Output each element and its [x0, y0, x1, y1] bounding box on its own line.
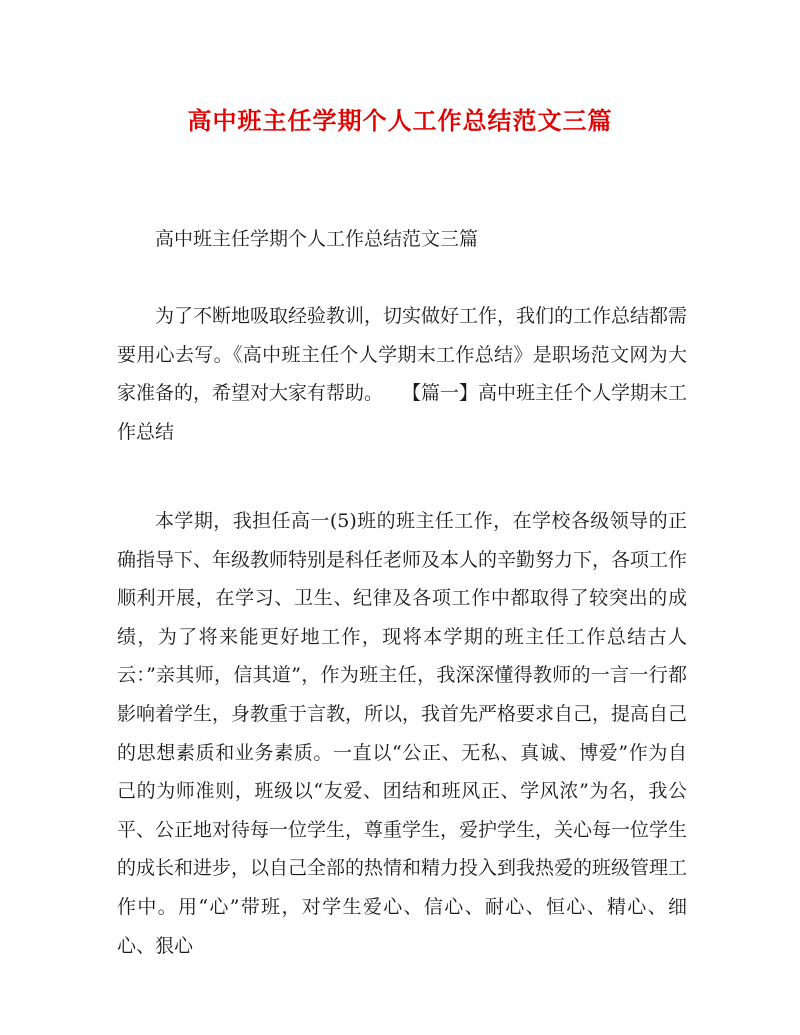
- main-paragraph: 本学期，我担任高一(5)班的班主任工作，在学校各级领导的正确指导下、年级教师特别是科任老师及本人的辛勤努力下，各项工作顺利开展，在学习、卫生、纪律及各项工作中都取得了较突出的成绩，为了将来能更好地工作，现将本学期的班主任工作总结古人云：”亲其师，信其道”，作为班主任，我深深懂得教师的一言一行都影响着学生，身教重于言教，所以，我首先严格要求自己，提高自己的思想素质和业务素质。一直以“公正、无私、真诚、博爱”作为自己的为师准则，班级以“友爱、团结和班风正、学风浓”为名，我公平、公正地对待每一位学生，尊重学生，爱护学生，关心每一位学生的成长和进步，以自己全部的热情和精力投入到我热爱的班级管理工作中。用“心”带班，对学生爱心、信心、耐心、恒心、精心、细心、狠心: [117, 510, 688, 957]
- document-subtitle: 高中班主任学期个人工作总结范文三篇: [155, 228, 479, 250]
- document-title: 高中班主任学期个人工作总结范文三篇: [187, 106, 613, 135]
- intro-paragraph: 为了不断地吸取经验教训，切实做好工作，我们的工作总结都需要用心去写。《高中班主任个人学期末工作总结》是职场范文网为大家准备的，希望对大家有帮助。 【篇一】高中班主任个人学期末工作总结: [117, 305, 688, 443]
